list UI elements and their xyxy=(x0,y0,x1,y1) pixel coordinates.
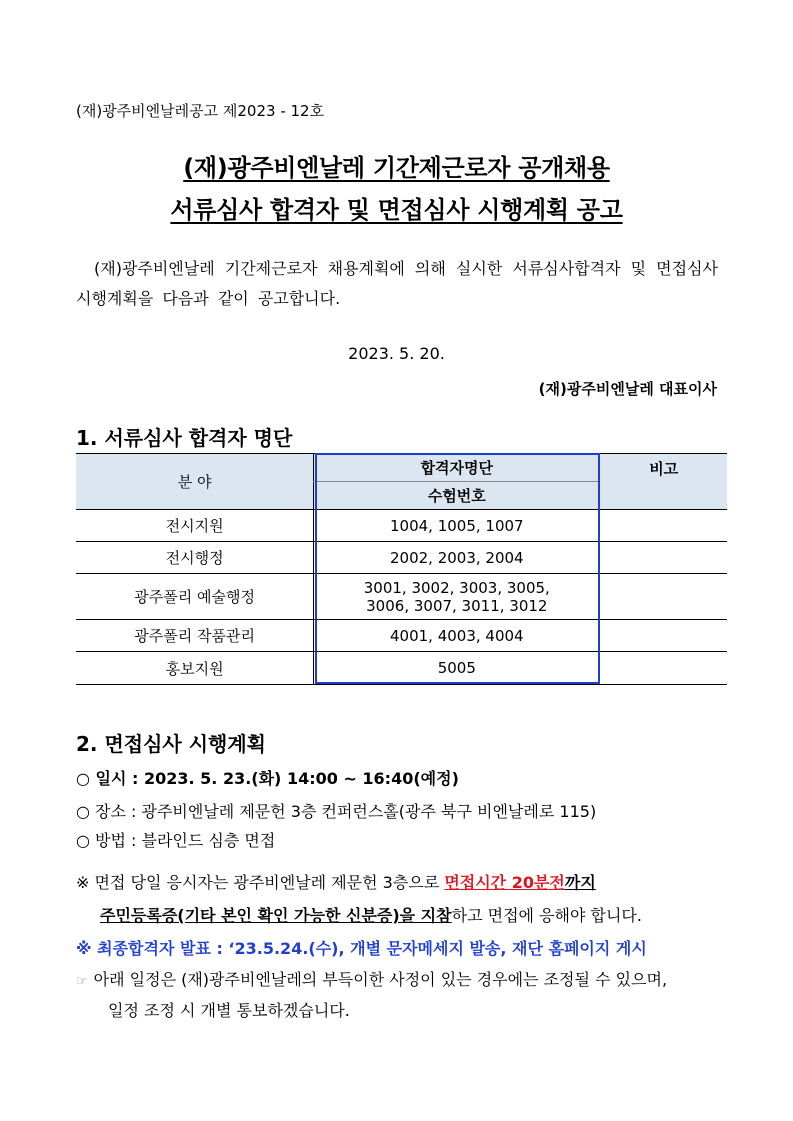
row-remarks xyxy=(600,542,727,574)
announcement-date: 2023. 5. 20. xyxy=(348,344,445,363)
intro-text: (재)광주비엔날레 기간제근로자 채용계획에 의해 실시한 서류심사합격자 및 면접심사 시행계획을 다음과 같이 공고합니다. xyxy=(76,259,718,308)
section2-heading: 2. 면접심사 시행계획 xyxy=(76,732,266,756)
caveat-line2: 일정 조정 시 개별 통보하겠습니다. xyxy=(108,1001,350,1020)
row-field: 광주폴리 작품관리 xyxy=(76,620,314,652)
interview-place: ○ 장소 : 광주비엔날레 제문헌 3층 컨퍼런스홀(광주 북구 비엔날레로 115) xyxy=(76,802,597,821)
row-numbers xyxy=(314,574,600,620)
caveat-line1 xyxy=(76,967,667,990)
header-field: 분 야 xyxy=(76,454,314,510)
row-field: 홍보지원 xyxy=(76,652,314,685)
id-note xyxy=(100,903,642,926)
row-remarks xyxy=(600,652,727,685)
caveat-text1: 아래 일정은 (재)광주비엔날레의 부득이한 사정이 있는 경우에는 조정될 수 있으며, xyxy=(93,970,668,989)
row-numbers: 4001, 4003, 4004 xyxy=(314,620,600,652)
header-exam-number: 수험번호 xyxy=(314,482,600,510)
section1-heading: 1. 서류심사 합격자 명단 xyxy=(76,426,293,450)
signer: (재)광주비엔날레 대표이사 xyxy=(538,380,717,398)
id-note-bold: 주민등록증(기타 본인 확인 가능한 신분증)을 지참 xyxy=(100,906,452,925)
arrival-note-prefix: ※ 면접 당일 응시자는 광주비엔날레 제문헌 3층으로 xyxy=(76,873,445,892)
row-remarks xyxy=(600,620,727,652)
row-field: 전시지원 xyxy=(76,510,314,542)
table-row xyxy=(76,652,727,685)
table-row xyxy=(76,574,727,620)
intro-paragraph xyxy=(76,254,718,314)
table-row xyxy=(76,510,727,542)
header-remarks: 비고 xyxy=(600,454,727,510)
row-field: 광주폴리 예술행정 xyxy=(76,574,314,620)
row-remarks xyxy=(600,510,727,542)
arrival-note-suffix: 까지 xyxy=(564,873,596,892)
row-numbers: 5005 xyxy=(314,652,600,685)
page-title-line1: (재)광주비엔날레 기간제근로자 공개채용 xyxy=(183,154,610,182)
table-row xyxy=(76,542,727,574)
header-passers: 합격자명단 xyxy=(314,454,600,482)
pointing-hand-icon: ☞ xyxy=(76,974,88,989)
row-numbers-line2: 3006, 3007, 3011, 3012 xyxy=(366,596,548,615)
interview-method: ○ 방법 : 블라인드 심층 면접 xyxy=(76,831,276,850)
final-result-notice: ※ 최종합격자 발표 : ‘23.5.24.(수), 개별 문자메세지 발송, 재단 홈페이지 게시 xyxy=(76,939,647,958)
arrival-note xyxy=(76,870,596,893)
interview-schedule: ○ 일시 : 2023. 5. 23.(화) 14:00 ~ 16:40(예정) xyxy=(76,769,459,788)
id-note-rest: 하고 면접에 응해야 합니다. xyxy=(451,906,642,925)
notice-number: (재)광주비엔날레공고 제2023 - 12호 xyxy=(76,102,325,120)
page-title-line2: 서류심사 합격자 및 면접심사 시행계획 공고 xyxy=(170,196,623,224)
row-numbers-line1: 3001, 3002, 3003, 3005, xyxy=(363,578,550,597)
table-row xyxy=(76,620,727,652)
passers-table xyxy=(76,453,727,685)
row-field: 전시행정 xyxy=(76,542,314,574)
row-remarks xyxy=(600,574,727,620)
row-numbers: 1004, 1005, 1007 xyxy=(314,510,600,542)
arrival-time-highlight: 면접시간 20분전 xyxy=(444,873,565,892)
row-numbers: 2002, 2003, 2004 xyxy=(314,542,600,574)
